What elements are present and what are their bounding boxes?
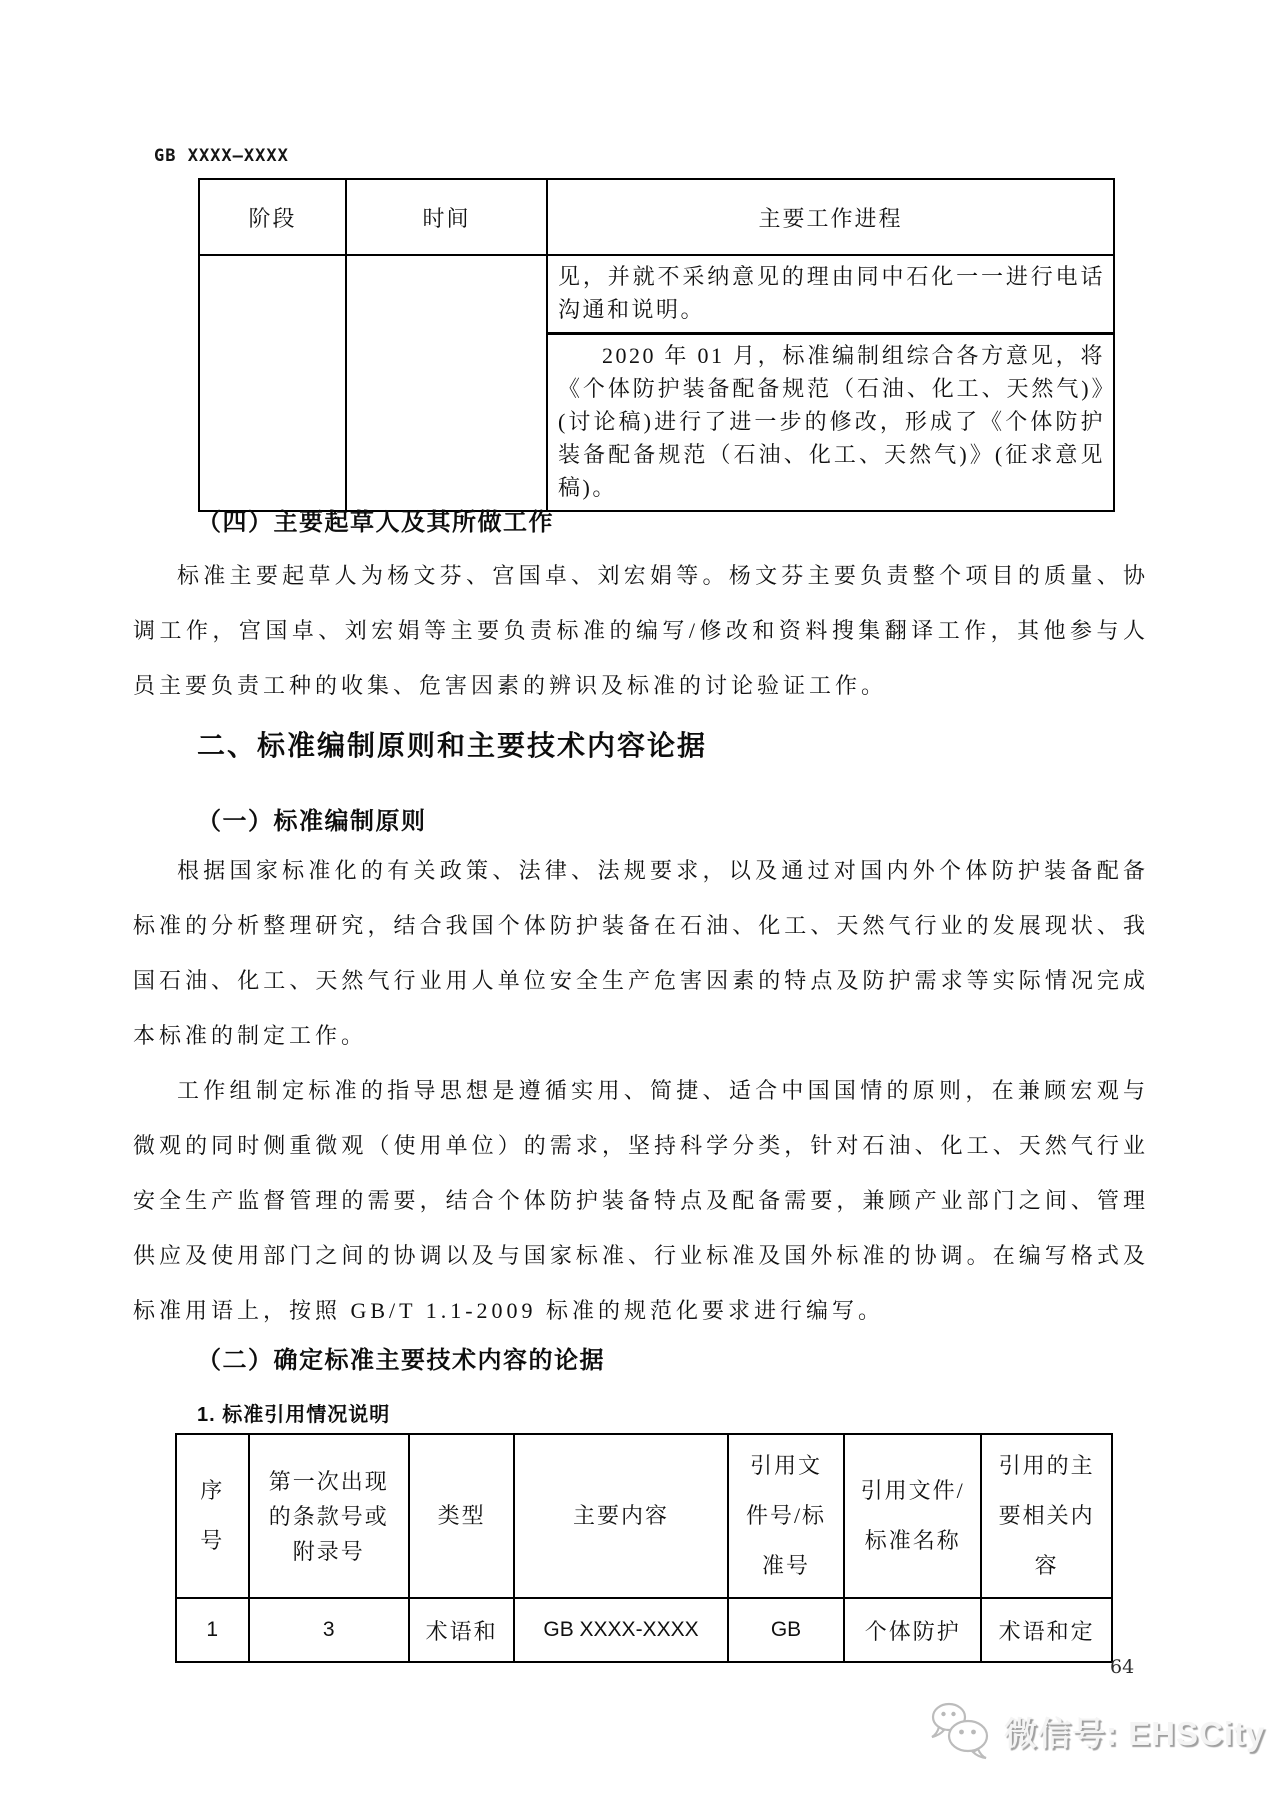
no-cell: 1 bbox=[176, 1598, 249, 1662]
work-progress-table bbox=[198, 178, 1115, 512]
column-header-no: 序号 bbox=[176, 1434, 249, 1598]
column-header-clause: 第一次出现的条款号或附录号 bbox=[249, 1434, 409, 1598]
principles-paragraph-2: 工作组制定标准的指导思想是遵循实用、简捷、适合中国国情的原则，在兼顾宏观与微观的同时侧重微观（使用单位）的需求，坚持科学分类，针对石油、化工、天然气行业安全生产监督管理的需要，结合个体防护装备特点及配备需要，兼顾产业部门之间、管理供应及使用部门之间的协调以及与国家标准、行业标准及国外标准的协调。在编写格式及标准用语上，按照 GB/T 1.1-2009 标准的规范化要求进行编写。 bbox=[133, 1078, 1149, 1323]
column-header-doc-no: 引用文件号/标准号 bbox=[728, 1434, 844, 1598]
column-header-time: 时间 bbox=[346, 179, 547, 255]
drafters-paragraph: 标准主要起草人为杨文芬、宫国卓、刘宏娟等。杨文芬主要负责整个项目的质量、协调工作，宫国卓、刘宏娟等主要负责标准的编写/修改和资料搜集翻译工作，其他参与人员主要负责工种的收集、危害因素的辨识及标准的讨论验证工作。 bbox=[133, 563, 1149, 698]
related-cell: 术语和定 bbox=[981, 1598, 1112, 1662]
doc-no-cell: GB bbox=[728, 1598, 844, 1662]
drafters-section-heading: （四）主要起草人及其所做工作 bbox=[197, 509, 554, 536]
table-row bbox=[199, 255, 1114, 334]
citation-table bbox=[175, 1433, 1113, 1663]
citation-section-heading: 1. 标准引用情况说明 bbox=[197, 1404, 391, 1426]
watermark bbox=[928, 1700, 1265, 1762]
type-cell: 术语和 bbox=[409, 1598, 514, 1662]
stage-cell bbox=[199, 255, 346, 511]
column-header-progress: 主要工作进程 bbox=[547, 179, 1114, 255]
progress-cell: 见，并就不采纳意见的理由同中石化一一进行电话沟通和说明。 bbox=[547, 255, 1114, 334]
content-section-heading: （二）确定标准主要技术内容的论据 bbox=[197, 1347, 605, 1374]
content-cell: GB XXXX-XXXX bbox=[514, 1598, 728, 1662]
principles-paragraph-1: 根据国家标准化的有关政策、法律、法规要求，以及通过对国内外个体防护装备配备标准的分析整理研究，结合我国个体防护装备在石油、化工、天然气行业的发展现状、我国石油、化工、天然气行业用人单位安全生产危害因素的特点及防护需求等实际情况完成本标准的制定工作。 bbox=[133, 858, 1149, 1048]
time-cell bbox=[346, 255, 547, 511]
column-header-type: 类型 bbox=[409, 1434, 514, 1598]
clause-cell: 3 bbox=[249, 1598, 409, 1662]
wechat-icon bbox=[928, 1700, 994, 1762]
main-section-heading: 二、标准编制原则和主要技术内容论据 bbox=[197, 730, 708, 761]
doc-code: GB XXXX—XXXX bbox=[154, 146, 289, 166]
progress-cell: 2020 年 01 月，标准编制组综合各方意见，将《个体防护装备配备规范（石油、化工、天然气)》(讨论稿)进行了进一步的修改，形成了《个体防护装备配备规范（石油、化工、天然气)》(征求意见稿)。 bbox=[547, 334, 1114, 512]
table-header-row bbox=[199, 179, 1114, 255]
page-number: 64 bbox=[1110, 1656, 1135, 1678]
doc-name-cell: 个体防护 bbox=[844, 1598, 981, 1662]
principles-section-heading: （一）标准编制原则 bbox=[197, 808, 427, 835]
column-header-related: 引用的主要相关内容 bbox=[981, 1434, 1112, 1598]
column-header-content: 主要内容 bbox=[514, 1434, 728, 1598]
column-header-stage: 阶段 bbox=[199, 179, 346, 255]
watermark-label: 微信号: EHSCity bbox=[1004, 1714, 1266, 1752]
column-header-doc-name: 引用文件/标准名称 bbox=[844, 1434, 981, 1598]
table-header-row bbox=[176, 1434, 1112, 1598]
table-row bbox=[176, 1598, 1112, 1662]
